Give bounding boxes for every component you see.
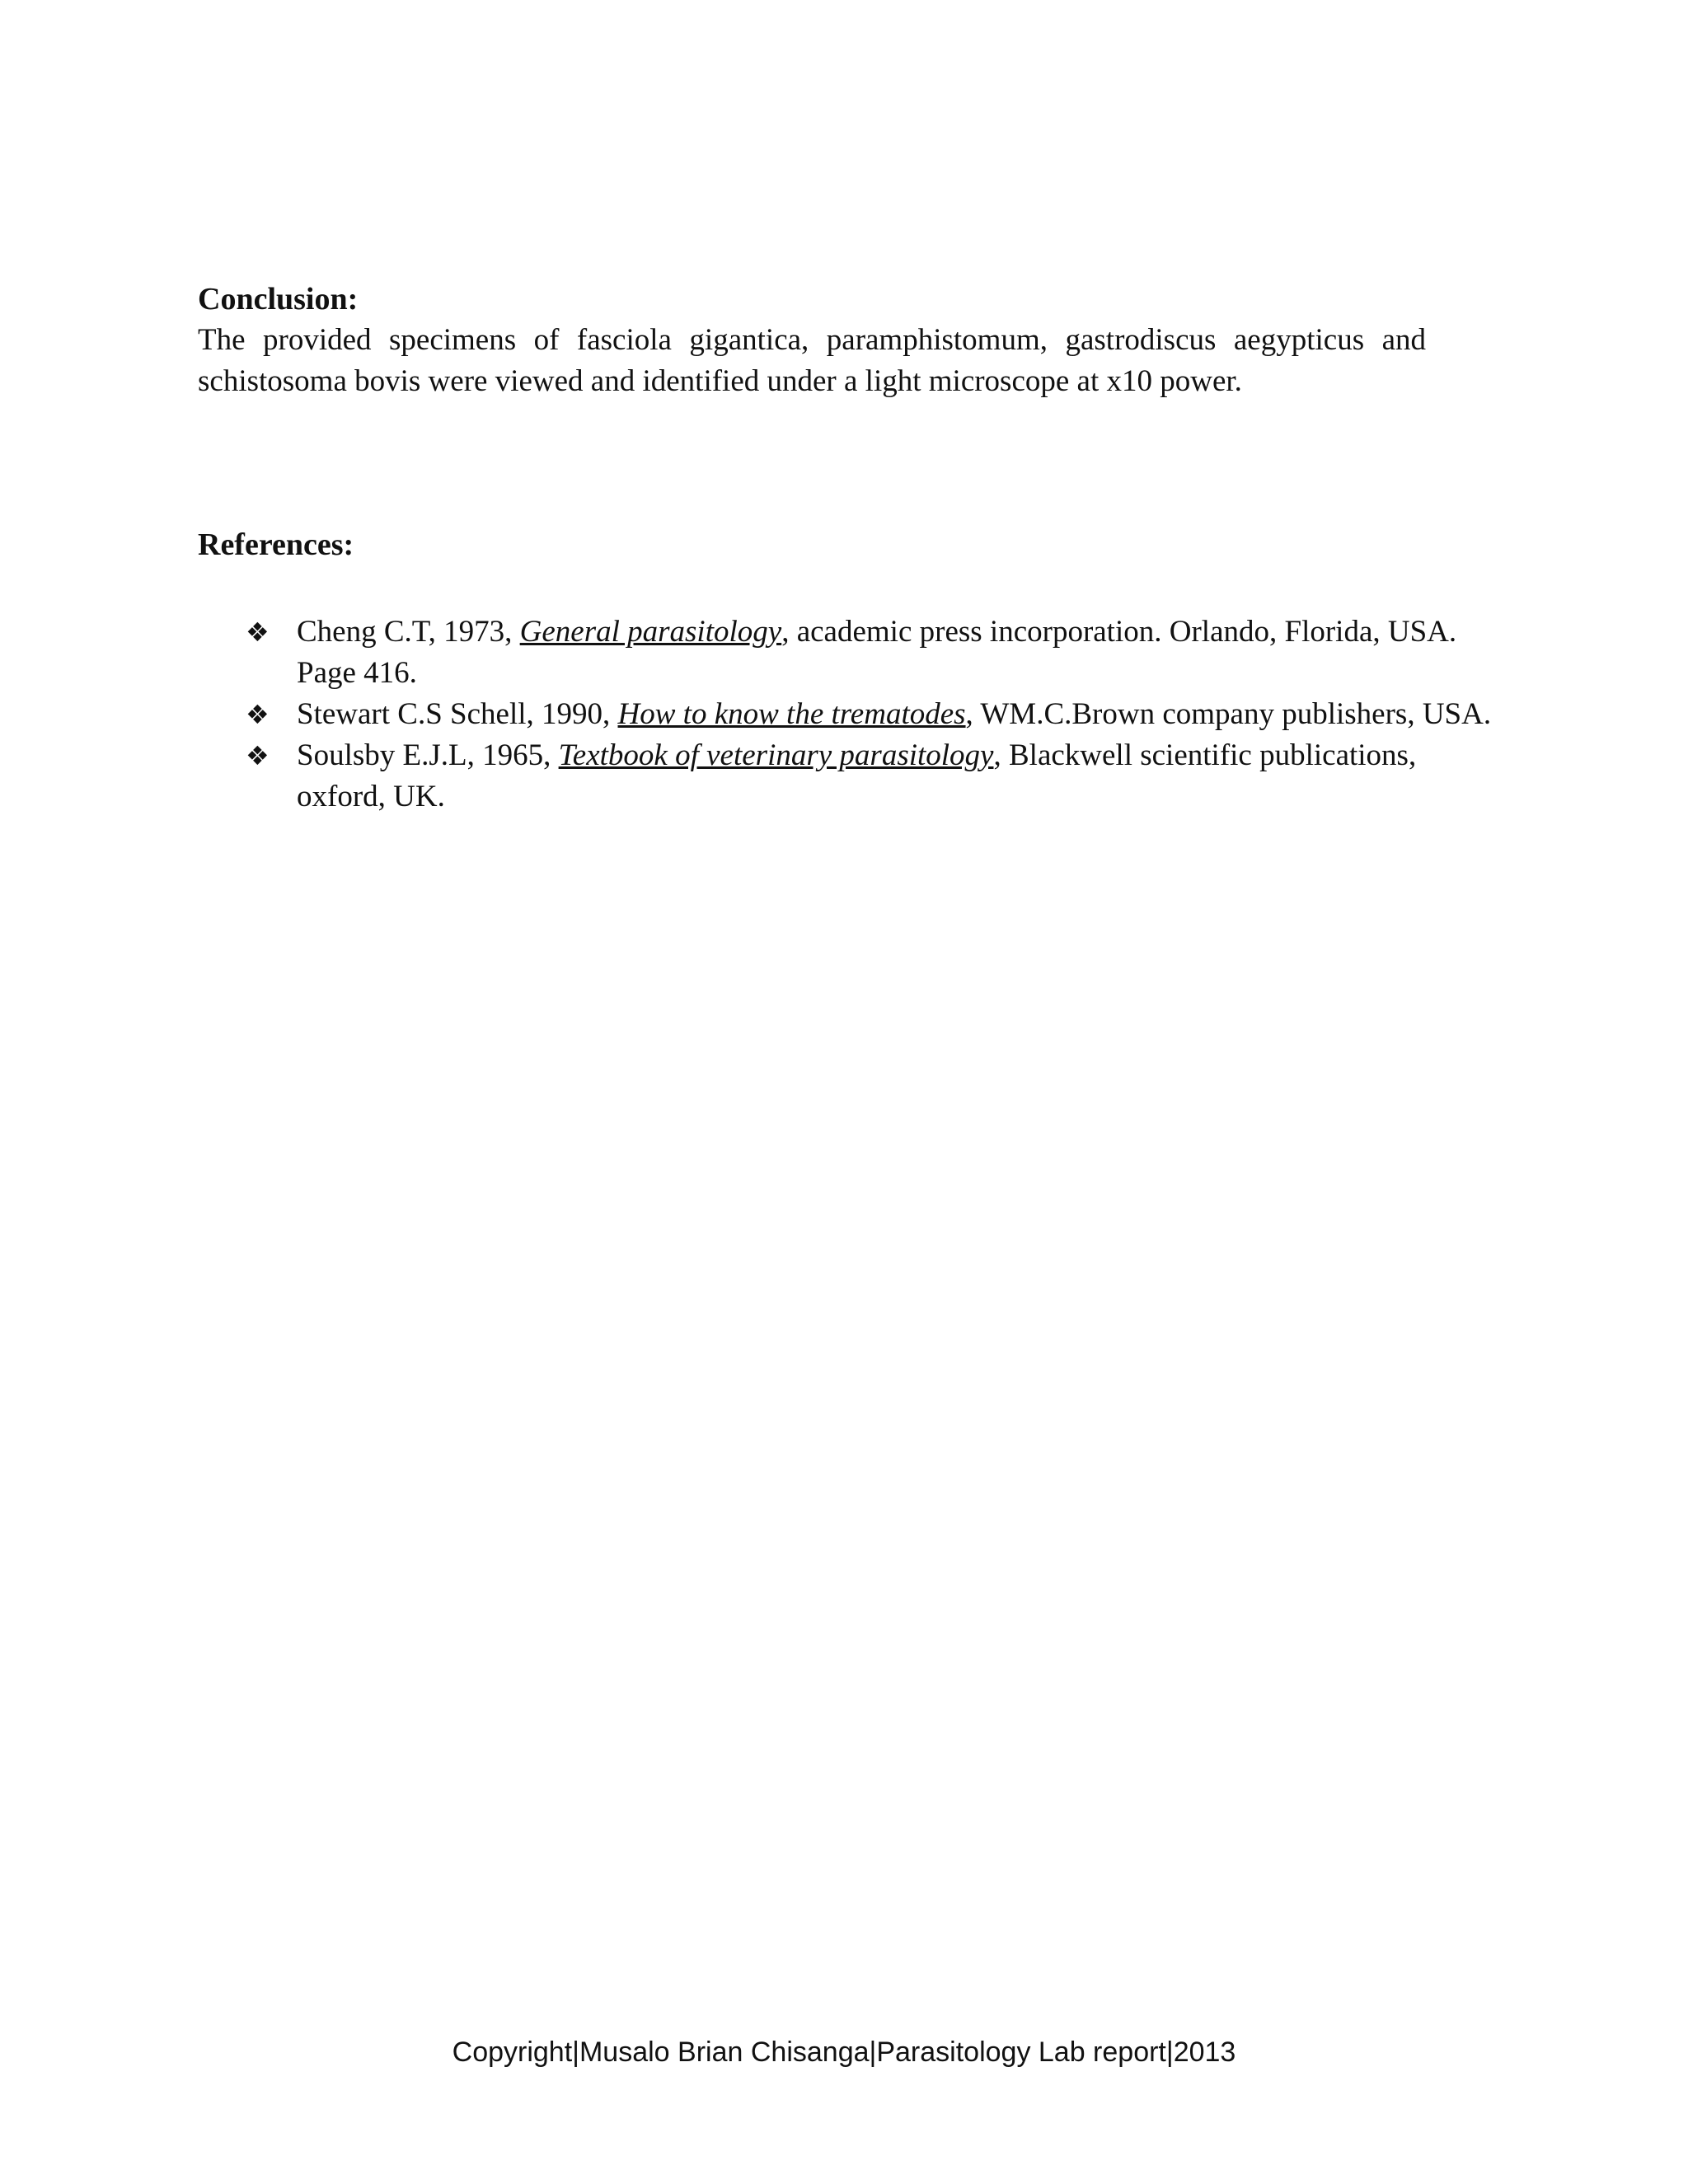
reference-title: Textbook of veterinary parasitology <box>558 738 994 772</box>
reference-item <box>198 612 1508 694</box>
reference-publisher: , WM.C.Brown company publishers, USA. <box>965 697 1492 731</box>
reference-title: How to know the trematodes <box>617 697 966 731</box>
conclusion-paragraph: The provided specimens of fasciola gigantica, paramphistomum, gastrodiscus aegypticus and schistosoma bovis were viewed and identified under a light microscope at x10 power. <box>198 323 1426 398</box>
reference-publisher: , Blackwell scientific publications, oxford, UK. <box>297 738 1417 813</box>
reference-publisher: , academic press incorporation. Orlando, Florida, USA. Page 416. <box>297 615 1457 690</box>
reference-author-year: Stewart C.S Schell, 1990, <box>297 697 618 731</box>
diamond-bullet-icon: ❖ <box>246 740 270 771</box>
references-heading: References: <box>198 527 354 562</box>
reference-item <box>198 735 1508 818</box>
conclusion-heading: Conclusion: <box>198 282 359 316</box>
diamond-bullet-icon: ❖ <box>246 699 270 730</box>
reference-item <box>198 694 1508 735</box>
reference-author-year: Cheng C.T, 1973, <box>297 615 520 649</box>
page-content <box>198 279 1492 818</box>
references-list <box>198 612 1492 818</box>
diamond-bullet-icon: ❖ <box>246 616 270 648</box>
reference-title: General parasitology <box>519 615 782 649</box>
reference-author-year: Soulsby E.J.L, 1965, <box>297 738 559 772</box>
page-footer: Copyright|Musalo Brian Chisanga|Parasitology Lab report|2013 <box>452 2036 1236 2068</box>
